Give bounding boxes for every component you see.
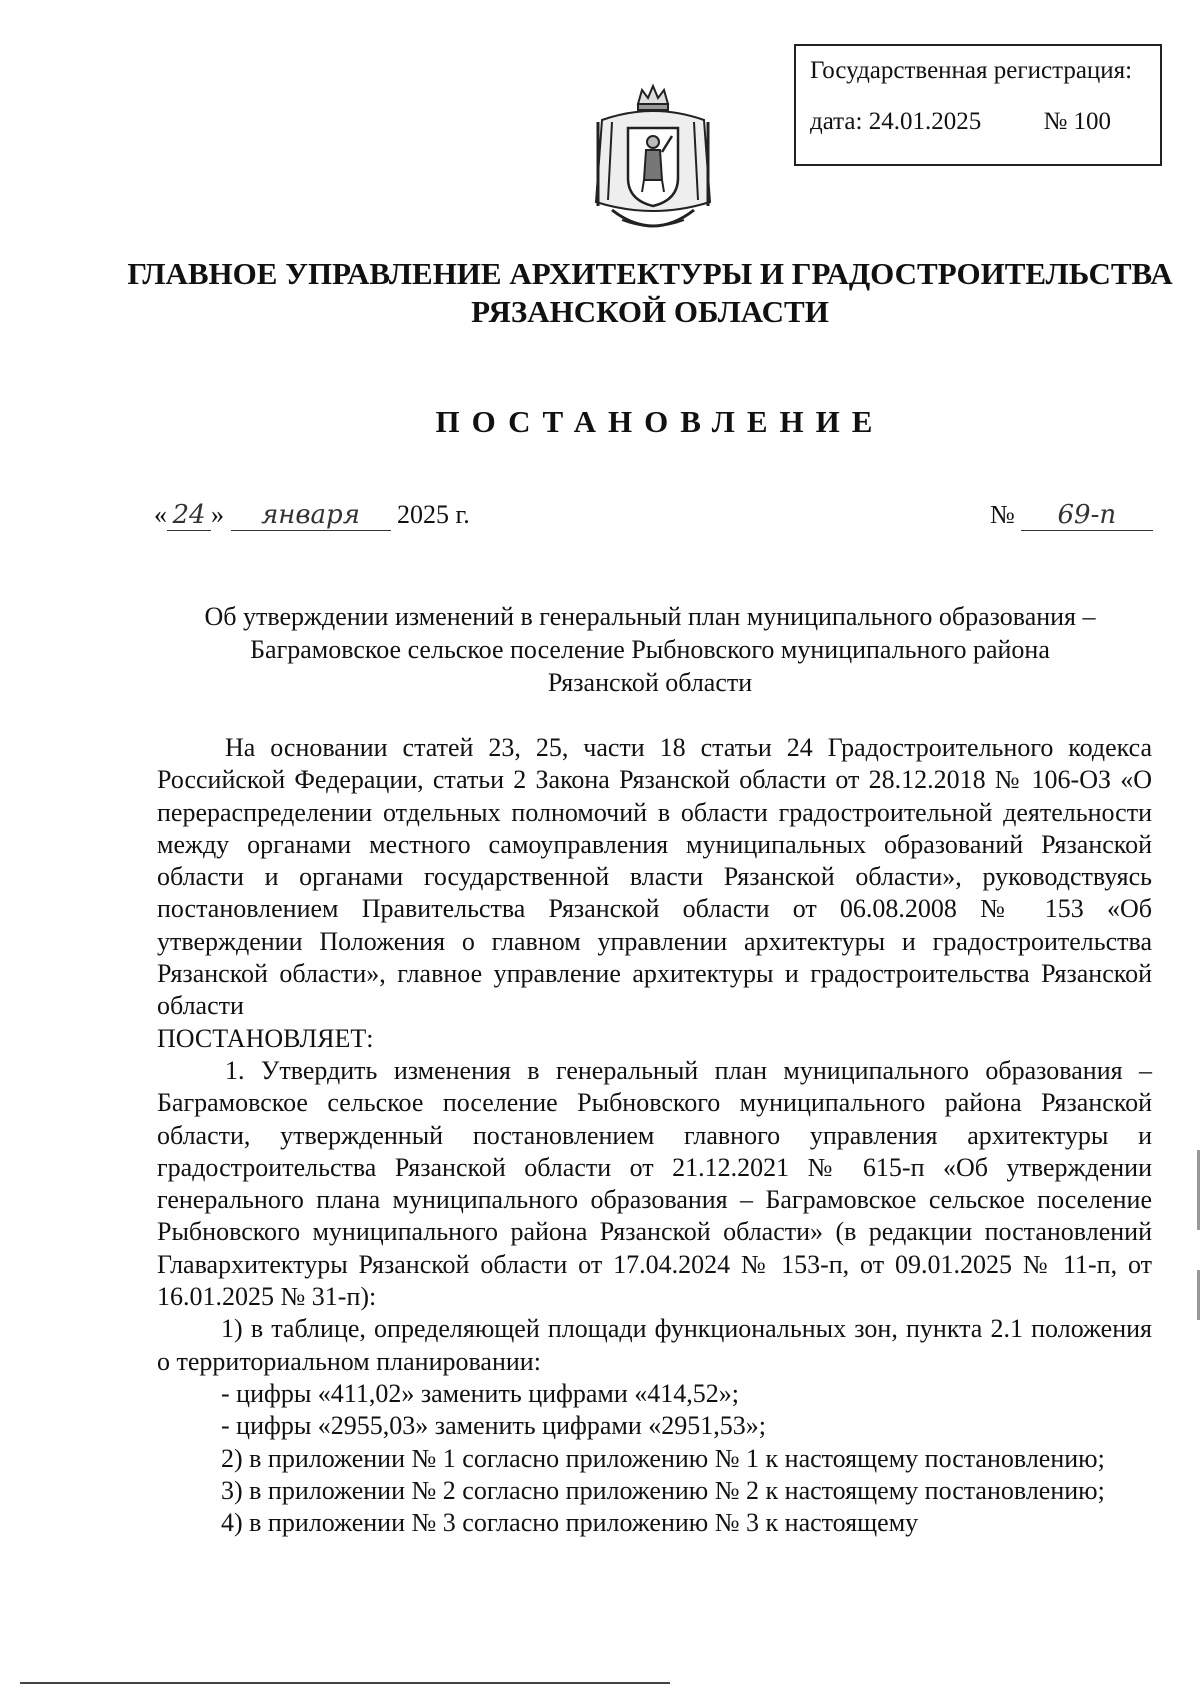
document-date bbox=[154, 500, 470, 531]
preamble-paragraph: На основании статей 23, 25, части 18 статьи 24 Градостроительного кодекса Российской Федерации, статьи 2 Закона Рязанской области от 28.12.2018 № 106-ОЗ «О перераспределении отдельных полномочий в области градостроительной деятельности между органами местного самоуправления муниципальных образований Рязанской области и органами государственной власти Рязанской области», руководствуясь постановлением Правительства Рязанской области от 06.08.2008 № 153 «Об утверждении Положения о главном управлении архитектуры и градостроительства Рязанской области», главное управление архитектуры и градостроительства Рязанской области bbox=[157, 733, 1152, 1021]
registration-heading: Государственная регистрация: bbox=[810, 57, 1133, 84]
date-month-handwritten: января bbox=[231, 500, 391, 531]
organization-name-line2: РЯЗАНСКОЙ ОБЛАСТИ bbox=[471, 294, 829, 329]
date-day-handwritten: 24 bbox=[167, 500, 211, 531]
item-1-paragraph: 1. Утвердить изменения в генеральный план муниципального образования – Баграмовское сельское поселение Рыбновского муниципального района Рязанской области, утвержденный постановлением главного управления архитектуры и градостроительства Рязанской области от 21.12.2021 № 615-п «Об утверждении генерального плана муниципального образования – Баграмовское сельское поселение Рыбновского муниципального района Рязанской области» (в редакции постановлений Главархитектуры Рязанской области от 17.04.2024 № 153-п, от 09.01.2025 № 11-п, от 16.01.2025 № 31-п): bbox=[157, 1055, 1152, 1312]
document-type-title: ПОСТАНОВЛЕНИЕ bbox=[435, 404, 885, 439]
date-year: 2025 г. bbox=[397, 500, 470, 529]
registration-date: дата: 24.01.2025 bbox=[810, 108, 982, 135]
decree-word: ПОСТАНОВЛЯЕТ: bbox=[157, 1023, 374, 1053]
coat-of-arms-emblem bbox=[582, 82, 724, 242]
subject-line: Баграмовское сельское поселение Рыбновского муниципального района bbox=[250, 635, 1050, 664]
subject-line: Рязанской области bbox=[547, 668, 753, 697]
date-close-quote: » bbox=[211, 500, 224, 529]
document-number bbox=[990, 500, 1153, 531]
organization-name-line1: ГЛАВНОЕ УПРАВЛЕНИЕ АРХИТЕКТУРЫ И ГРАДОСТРОИТЕЛЬСТВА bbox=[127, 256, 1173, 291]
subitem-1-paragraph: 1) в таблице, определяющей площади функциональных зон, пункта 2.1 положения о территориальном планировании: bbox=[157, 1314, 1152, 1376]
subject-line: Об утверждении изменений в генеральный план муниципального образования – bbox=[204, 602, 1096, 631]
dash-item-2: - цифры «2955,03» заменить цифрами «2951,53»; bbox=[221, 1411, 766, 1441]
subitem-4-paragraph: 4) в приложении № 3 согласно приложению № 3 к настоящему bbox=[221, 1508, 919, 1538]
subitem-3-paragraph: 3) в приложении № 2 согласно приложению № 2 к настоящему постановлению; bbox=[221, 1475, 1105, 1505]
registration-stamp bbox=[794, 44, 1162, 166]
page-bottom-rule bbox=[20, 1682, 670, 1684]
registration-number: № 100 bbox=[1043, 108, 1112, 135]
dash-item-1: - цифры «411,02» заменить цифрами «414,52»; bbox=[221, 1378, 739, 1408]
document-body bbox=[157, 732, 1152, 1539]
number-label: № bbox=[990, 500, 1015, 529]
subitem-2-paragraph: 2) в приложении № 1 согласно приложению № 1 к настоящему постановлению; bbox=[221, 1443, 1105, 1473]
date-open-quote: « bbox=[154, 500, 167, 529]
number-value-handwritten: 69-п bbox=[1021, 500, 1153, 531]
document-subject bbox=[150, 600, 1150, 699]
